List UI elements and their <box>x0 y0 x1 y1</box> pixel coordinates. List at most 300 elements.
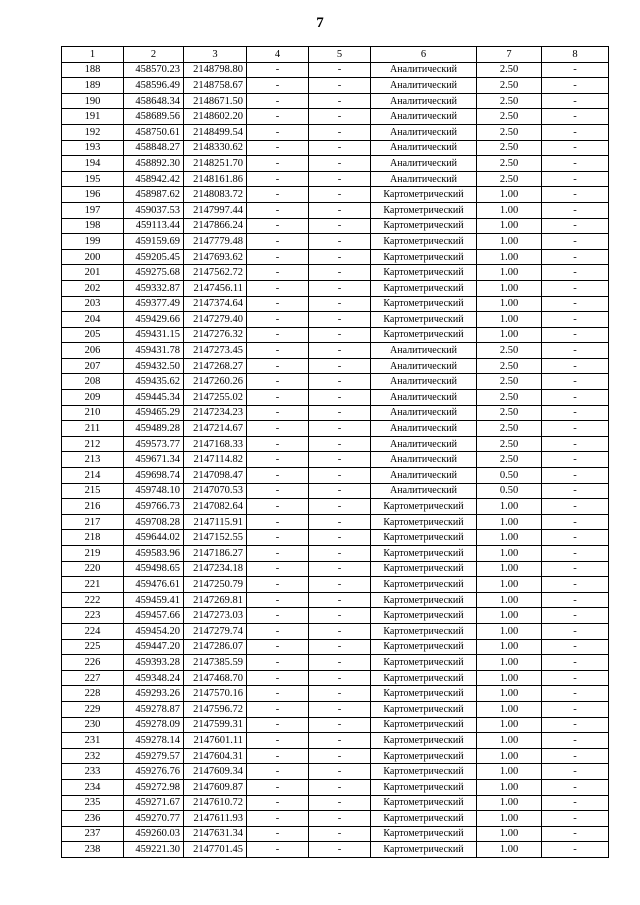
point-number-cell: 205 <box>62 327 124 343</box>
x-coordinate-cell: 458892.30 <box>124 156 184 172</box>
x-coordinate-cell: 459698.74 <box>124 468 184 484</box>
table-row <box>62 156 609 172</box>
table-row <box>62 764 609 780</box>
col8-cell: - <box>542 93 609 109</box>
table-row <box>62 483 609 499</box>
col8-cell: - <box>542 140 609 156</box>
table-row <box>62 670 609 686</box>
y-coordinate-cell: 2147234.18 <box>184 561 247 577</box>
table-row <box>62 468 609 484</box>
column-header: 8 <box>542 47 609 63</box>
col4-cell: - <box>247 811 309 827</box>
header-row <box>62 47 609 63</box>
x-coordinate-cell: 459221.30 <box>124 842 184 858</box>
col4-cell: - <box>247 202 309 218</box>
accuracy-cell: 1.00 <box>477 280 542 296</box>
table-row <box>62 327 609 343</box>
y-coordinate-cell: 2147468.70 <box>184 670 247 686</box>
x-coordinate-cell: 459278.14 <box>124 733 184 749</box>
method-cell: Аналитический <box>371 390 477 406</box>
x-coordinate-cell: 459278.87 <box>124 701 184 717</box>
col5-cell: - <box>309 592 371 608</box>
table-row <box>62 343 609 359</box>
col5-cell: - <box>309 405 371 421</box>
y-coordinate-cell: 2147114.82 <box>184 452 247 468</box>
method-cell: Картометрический <box>371 639 477 655</box>
col4-cell: - <box>247 577 309 593</box>
y-coordinate-cell: 2147701.45 <box>184 842 247 858</box>
table-row <box>62 779 609 795</box>
point-number-cell: 196 <box>62 187 124 203</box>
accuracy-cell: 1.00 <box>477 592 542 608</box>
accuracy-cell: 1.00 <box>477 811 542 827</box>
col5-cell: - <box>309 733 371 749</box>
accuracy-cell: 1.00 <box>477 608 542 624</box>
table-row <box>62 374 609 390</box>
table-row <box>62 249 609 265</box>
x-coordinate-cell: 459498.65 <box>124 561 184 577</box>
col8-cell: - <box>542 218 609 234</box>
accuracy-cell: 1.00 <box>477 296 542 312</box>
table-row <box>62 561 609 577</box>
y-coordinate-cell: 2148758.67 <box>184 78 247 94</box>
col8-cell: - <box>542 405 609 421</box>
point-number-cell: 188 <box>62 62 124 78</box>
col4-cell: - <box>247 748 309 764</box>
table-row <box>62 62 609 78</box>
accuracy-cell: 1.00 <box>477 187 542 203</box>
y-coordinate-cell: 2148602.20 <box>184 109 247 125</box>
col8-cell: - <box>542 639 609 655</box>
y-coordinate-cell: 2147693.62 <box>184 249 247 265</box>
y-coordinate-cell: 2147214.67 <box>184 421 247 437</box>
point-number-cell: 234 <box>62 779 124 795</box>
col8-cell: - <box>542 561 609 577</box>
x-coordinate-cell: 459432.50 <box>124 358 184 374</box>
x-coordinate-cell: 458596.49 <box>124 78 184 94</box>
x-coordinate-cell: 459429.66 <box>124 312 184 328</box>
col4-cell: - <box>247 436 309 452</box>
table-row <box>62 124 609 140</box>
accuracy-cell: 2.50 <box>477 358 542 374</box>
x-coordinate-cell: 459489.28 <box>124 421 184 437</box>
method-cell: Картометрический <box>371 499 477 515</box>
accuracy-cell: 1.00 <box>477 655 542 671</box>
col5-cell: - <box>309 421 371 437</box>
x-coordinate-cell: 459708.28 <box>124 514 184 530</box>
accuracy-cell: 1.00 <box>477 530 542 546</box>
method-cell: Картометрический <box>371 670 477 686</box>
accuracy-cell: 1.00 <box>477 686 542 702</box>
col5-cell: - <box>309 499 371 515</box>
table-row <box>62 218 609 234</box>
method-cell: Картометрический <box>371 717 477 733</box>
y-coordinate-cell: 2147186.27 <box>184 546 247 562</box>
point-number-cell: 190 <box>62 93 124 109</box>
table-row <box>62 202 609 218</box>
col5-cell: - <box>309 546 371 562</box>
table-row <box>62 405 609 421</box>
y-coordinate-cell: 2147250.79 <box>184 577 247 593</box>
col8-cell: - <box>542 701 609 717</box>
x-coordinate-cell: 459445.34 <box>124 390 184 406</box>
col8-cell: - <box>542 202 609 218</box>
x-coordinate-cell: 459332.87 <box>124 280 184 296</box>
point-number-cell: 220 <box>62 561 124 577</box>
table-row <box>62 826 609 842</box>
col8-cell: - <box>542 623 609 639</box>
x-coordinate-cell: 459431.15 <box>124 327 184 343</box>
point-number-cell: 200 <box>62 249 124 265</box>
y-coordinate-cell: 2148499.54 <box>184 124 247 140</box>
col8-cell: - <box>542 826 609 842</box>
accuracy-cell: 2.50 <box>477 78 542 94</box>
table-row <box>62 436 609 452</box>
point-number-cell: 232 <box>62 748 124 764</box>
method-cell: Картометрический <box>371 280 477 296</box>
col5-cell: - <box>309 327 371 343</box>
y-coordinate-cell: 2147456.11 <box>184 280 247 296</box>
column-header: 3 <box>184 47 247 63</box>
method-cell: Картометрический <box>371 327 477 343</box>
method-cell: Аналитический <box>371 109 477 125</box>
table-row <box>62 530 609 546</box>
col5-cell: - <box>309 202 371 218</box>
point-number-cell: 212 <box>62 436 124 452</box>
method-cell: Картометрический <box>371 265 477 281</box>
col4-cell: - <box>247 546 309 562</box>
point-number-cell: 204 <box>62 312 124 328</box>
col8-cell: - <box>542 592 609 608</box>
accuracy-cell: 2.50 <box>477 390 542 406</box>
x-coordinate-cell: 459275.68 <box>124 265 184 281</box>
table-row <box>62 717 609 733</box>
col4-cell: - <box>247 842 309 858</box>
col8-cell: - <box>542 62 609 78</box>
y-coordinate-cell: 2148083.72 <box>184 187 247 203</box>
y-coordinate-cell: 2147866.24 <box>184 218 247 234</box>
point-number-cell: 224 <box>62 623 124 639</box>
x-coordinate-cell: 459205.45 <box>124 249 184 265</box>
y-coordinate-cell: 2147599.31 <box>184 717 247 733</box>
method-cell: Аналитический <box>371 358 477 374</box>
col5-cell: - <box>309 623 371 639</box>
col4-cell: - <box>247 312 309 328</box>
col4-cell: - <box>247 374 309 390</box>
point-number-cell: 209 <box>62 390 124 406</box>
x-coordinate-cell: 459393.28 <box>124 655 184 671</box>
col5-cell: - <box>309 234 371 250</box>
col5-cell: - <box>309 343 371 359</box>
method-cell: Картометрический <box>371 530 477 546</box>
col8-cell: - <box>542 717 609 733</box>
col4-cell: - <box>247 530 309 546</box>
table-row <box>62 296 609 312</box>
table-row <box>62 733 609 749</box>
col8-cell: - <box>542 483 609 499</box>
x-coordinate-cell: 459271.67 <box>124 795 184 811</box>
y-coordinate-cell: 2147570.16 <box>184 686 247 702</box>
point-number-cell: 210 <box>62 405 124 421</box>
method-cell: Аналитический <box>371 62 477 78</box>
y-coordinate-cell: 2147631.34 <box>184 826 247 842</box>
x-coordinate-cell: 459457.66 <box>124 608 184 624</box>
accuracy-cell: 1.00 <box>477 265 542 281</box>
x-coordinate-cell: 459276.76 <box>124 764 184 780</box>
col5-cell: - <box>309 811 371 827</box>
col8-cell: - <box>542 452 609 468</box>
y-coordinate-cell: 2147260.26 <box>184 374 247 390</box>
table-row <box>62 842 609 858</box>
col4-cell: - <box>247 140 309 156</box>
table-row <box>62 655 609 671</box>
table-body <box>62 62 609 857</box>
col4-cell: - <box>247 156 309 172</box>
x-coordinate-cell: 459476.61 <box>124 577 184 593</box>
col5-cell: - <box>309 156 371 172</box>
col8-cell: - <box>542 733 609 749</box>
col5-cell: - <box>309 358 371 374</box>
x-coordinate-cell: 458987.62 <box>124 187 184 203</box>
point-number-cell: 228 <box>62 686 124 702</box>
col5-cell: - <box>309 483 371 499</box>
accuracy-cell: 1.00 <box>477 561 542 577</box>
table-row <box>62 109 609 125</box>
accuracy-cell: 2.50 <box>477 374 542 390</box>
method-cell: Аналитический <box>371 374 477 390</box>
table-row <box>62 390 609 406</box>
accuracy-cell: 1.00 <box>477 249 542 265</box>
col8-cell: - <box>542 577 609 593</box>
col8-cell: - <box>542 764 609 780</box>
accuracy-cell: 1.00 <box>477 701 542 717</box>
y-coordinate-cell: 2147168.33 <box>184 436 247 452</box>
col5-cell: - <box>309 390 371 406</box>
x-coordinate-cell: 459573.77 <box>124 436 184 452</box>
x-coordinate-cell: 459278.09 <box>124 717 184 733</box>
page-number: 7 <box>316 15 324 31</box>
point-number-cell: 193 <box>62 140 124 156</box>
y-coordinate-cell: 2148330.62 <box>184 140 247 156</box>
col8-cell: - <box>542 499 609 515</box>
col5-cell: - <box>309 577 371 593</box>
accuracy-cell: 1.00 <box>477 202 542 218</box>
col5-cell: - <box>309 514 371 530</box>
x-coordinate-cell: 459279.57 <box>124 748 184 764</box>
x-coordinate-cell: 459348.24 <box>124 670 184 686</box>
table-row <box>62 93 609 109</box>
accuracy-cell: 1.00 <box>477 670 542 686</box>
method-cell: Картометрический <box>371 733 477 749</box>
col8-cell: - <box>542 156 609 172</box>
accuracy-cell: 1.00 <box>477 218 542 234</box>
y-coordinate-cell: 2147596.72 <box>184 701 247 717</box>
table-row <box>62 171 609 187</box>
col5-cell: - <box>309 140 371 156</box>
method-cell: Картометрический <box>371 296 477 312</box>
col8-cell: - <box>542 436 609 452</box>
accuracy-cell: 1.00 <box>477 546 542 562</box>
y-coordinate-cell: 2147070.53 <box>184 483 247 499</box>
col4-cell: - <box>247 405 309 421</box>
point-number-cell: 233 <box>62 764 124 780</box>
accuracy-cell: 2.50 <box>477 343 542 359</box>
point-number-cell: 211 <box>62 421 124 437</box>
method-cell: Картометрический <box>371 546 477 562</box>
col4-cell: - <box>247 280 309 296</box>
accuracy-cell: 1.00 <box>477 312 542 328</box>
col5-cell: - <box>309 842 371 858</box>
point-number-cell: 218 <box>62 530 124 546</box>
point-number-cell: 206 <box>62 343 124 359</box>
point-number-cell: 231 <box>62 733 124 749</box>
table-row <box>62 187 609 203</box>
y-coordinate-cell: 2148161.86 <box>184 171 247 187</box>
col5-cell: - <box>309 748 371 764</box>
point-number-cell: 203 <box>62 296 124 312</box>
point-number-cell: 221 <box>62 577 124 593</box>
method-cell: Картометрический <box>371 748 477 764</box>
col5-cell: - <box>309 265 371 281</box>
x-coordinate-cell: 459644.02 <box>124 530 184 546</box>
x-coordinate-cell: 458750.61 <box>124 124 184 140</box>
col4-cell: - <box>247 686 309 702</box>
y-coordinate-cell: 2147152.55 <box>184 530 247 546</box>
col8-cell: - <box>542 109 609 125</box>
method-cell: Картометрический <box>371 577 477 593</box>
point-number-cell: 225 <box>62 639 124 655</box>
table-row <box>62 592 609 608</box>
method-cell: Аналитический <box>371 405 477 421</box>
x-coordinate-cell: 458689.56 <box>124 109 184 125</box>
column-header: 1 <box>62 47 124 63</box>
accuracy-cell: 2.50 <box>477 405 542 421</box>
col4-cell: - <box>247 623 309 639</box>
accuracy-cell: 0.50 <box>477 483 542 499</box>
table-row <box>62 623 609 639</box>
accuracy-cell: 2.50 <box>477 452 542 468</box>
point-number-cell: 236 <box>62 811 124 827</box>
method-cell: Картометрический <box>371 686 477 702</box>
x-coordinate-cell: 459431.78 <box>124 343 184 359</box>
point-number-cell: 219 <box>62 546 124 562</box>
col8-cell: - <box>542 249 609 265</box>
method-cell: Аналитический <box>371 171 477 187</box>
x-coordinate-cell: 459465.29 <box>124 405 184 421</box>
y-coordinate-cell: 2147604.31 <box>184 748 247 764</box>
table-row <box>62 280 609 296</box>
col5-cell: - <box>309 468 371 484</box>
accuracy-cell: 1.00 <box>477 764 542 780</box>
x-coordinate-cell: 459113.44 <box>124 218 184 234</box>
col4-cell: - <box>247 639 309 655</box>
accuracy-cell: 1.00 <box>477 779 542 795</box>
point-number-cell: 227 <box>62 670 124 686</box>
col8-cell: - <box>542 546 609 562</box>
method-cell: Аналитический <box>371 436 477 452</box>
point-number-cell: 202 <box>62 280 124 296</box>
accuracy-cell: 1.00 <box>477 717 542 733</box>
point-number-cell: 222 <box>62 592 124 608</box>
accuracy-cell: 2.50 <box>477 140 542 156</box>
col8-cell: - <box>542 514 609 530</box>
accuracy-cell: 0.50 <box>477 468 542 484</box>
table-row <box>62 234 609 250</box>
col4-cell: - <box>247 483 309 499</box>
col5-cell: - <box>309 608 371 624</box>
table-row <box>62 686 609 702</box>
point-number-cell: 199 <box>62 234 124 250</box>
table-row <box>62 608 609 624</box>
method-cell: Картометрический <box>371 795 477 811</box>
accuracy-cell: 1.00 <box>477 234 542 250</box>
x-coordinate-cell: 459270.77 <box>124 811 184 827</box>
method-cell: Аналитический <box>371 452 477 468</box>
point-number-cell: 201 <box>62 265 124 281</box>
col5-cell: - <box>309 701 371 717</box>
x-coordinate-cell: 459459.41 <box>124 592 184 608</box>
col8-cell: - <box>542 265 609 281</box>
y-coordinate-cell: 2147562.72 <box>184 265 247 281</box>
x-coordinate-cell: 459435.62 <box>124 374 184 390</box>
col8-cell: - <box>542 530 609 546</box>
x-coordinate-cell: 459272.98 <box>124 779 184 795</box>
col5-cell: - <box>309 218 371 234</box>
y-coordinate-cell: 2147610.72 <box>184 795 247 811</box>
col5-cell: - <box>309 436 371 452</box>
point-number-cell: 226 <box>62 655 124 671</box>
col5-cell: - <box>309 826 371 842</box>
col8-cell: - <box>542 421 609 437</box>
col5-cell: - <box>309 670 371 686</box>
col5-cell: - <box>309 686 371 702</box>
col4-cell: - <box>247 343 309 359</box>
col8-cell: - <box>542 374 609 390</box>
col4-cell: - <box>247 124 309 140</box>
col5-cell: - <box>309 296 371 312</box>
col5-cell: - <box>309 764 371 780</box>
point-number-cell: 217 <box>62 514 124 530</box>
y-coordinate-cell: 2147273.45 <box>184 343 247 359</box>
col4-cell: - <box>247 826 309 842</box>
accuracy-cell: 2.50 <box>477 171 542 187</box>
accuracy-cell: 1.00 <box>477 327 542 343</box>
point-number-cell: 213 <box>62 452 124 468</box>
table-row <box>62 265 609 281</box>
y-coordinate-cell: 2147255.02 <box>184 390 247 406</box>
y-coordinate-cell: 2147601.11 <box>184 733 247 749</box>
accuracy-cell: 2.50 <box>477 93 542 109</box>
col8-cell: - <box>542 748 609 764</box>
col8-cell: - <box>542 655 609 671</box>
col5-cell: - <box>309 109 371 125</box>
col4-cell: - <box>247 795 309 811</box>
table-row <box>62 577 609 593</box>
method-cell: Картометрический <box>371 202 477 218</box>
col4-cell: - <box>247 421 309 437</box>
method-cell: Аналитический <box>371 468 477 484</box>
x-coordinate-cell: 459037.53 <box>124 202 184 218</box>
col5-cell: - <box>309 124 371 140</box>
col5-cell: - <box>309 779 371 795</box>
y-coordinate-cell: 2147276.32 <box>184 327 247 343</box>
y-coordinate-cell: 2147279.74 <box>184 623 247 639</box>
col8-cell: - <box>542 78 609 94</box>
point-number-cell: 237 <box>62 826 124 842</box>
accuracy-cell: 2.50 <box>477 62 542 78</box>
table-row <box>62 795 609 811</box>
point-number-cell: 215 <box>62 483 124 499</box>
